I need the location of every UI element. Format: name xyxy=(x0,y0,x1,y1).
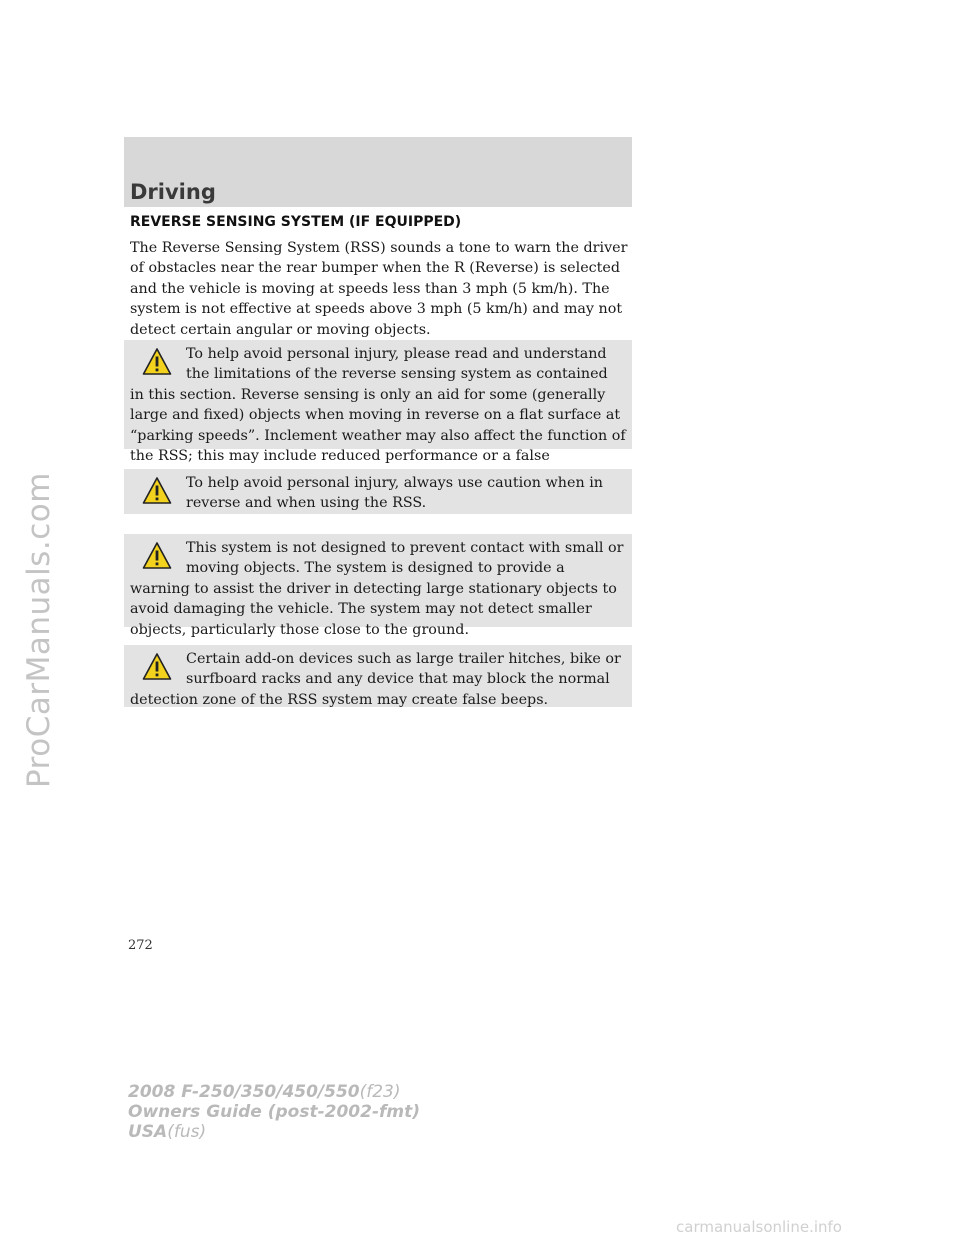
warning-triangle-icon xyxy=(142,347,172,377)
warning-box xyxy=(124,534,632,638)
footer-model-code: (f23) xyxy=(359,1082,401,1102)
warning-triangle-icon xyxy=(142,652,172,682)
warning-text: Certain add-on devices such as large trailer hitches, bike or surfboard racks and any device that may block the normal detection zone of the RSS system may create false beeps. xyxy=(130,651,621,708)
footer-market: USA xyxy=(128,1122,168,1142)
warning-triangle-icon xyxy=(142,476,172,506)
section-title: REVERSE SENSING SYSTEM (IF EQUIPPED) xyxy=(130,214,462,230)
footer-line-market xyxy=(128,1122,420,1142)
document-footer xyxy=(128,1082,420,1142)
warning-triangle-icon xyxy=(142,541,172,571)
side-watermark xyxy=(14,380,64,880)
footer-line-model xyxy=(128,1082,420,1102)
side-watermark-text: ProCarManuals.com xyxy=(21,472,57,788)
warning-box xyxy=(124,469,632,514)
page-number: 272 xyxy=(128,938,153,953)
warning-box xyxy=(124,645,632,707)
chapter-header xyxy=(124,137,632,207)
bottom-watermark: carmanualsonline.info xyxy=(676,1218,842,1236)
warning-text: To help avoid personal injury, please read and understand the limitations of the reverse sensing system as contained in this section. Reverse sensing is only an aid for some (generally large and fixed) objects when moving in reverse on a flat surface at “parking speeds”. Inclement weather may also affect the function of the RSS; this may include reduced performance or a false xyxy=(130,346,626,465)
footer-line-guide: Owners Guide (post-2002-fmt) xyxy=(128,1102,421,1122)
footer-market-code: (fus) xyxy=(167,1122,207,1142)
footer-model: 2008 F-250/350/450/550 xyxy=(128,1082,360,1102)
intro-paragraph: The Reverse Sensing System (RSS) sounds a tone to warn the driver of obstacles near the rear bumper when the R (Reverse) is selected and the vehicle is moving at speeds less than 3 mph (5 km/h). The system is not effective at speeds above 3 mph (5 km/h) and may not detect certain angular or moving objects. xyxy=(130,240,628,338)
warning-text: To help avoid personal injury, always use caution when in reverse and when using the RSS. xyxy=(186,475,603,512)
warning-text: This system is not designed to prevent contact with small or moving objects. The system is designed to provide a warning to assist the driver in detecting large stationary objects to avoid damaging the vehicle. The system may not detect smaller objects, particularly those close to the ground. xyxy=(130,540,624,638)
chapter-title: Driving xyxy=(130,180,216,204)
warning-box xyxy=(124,340,632,465)
